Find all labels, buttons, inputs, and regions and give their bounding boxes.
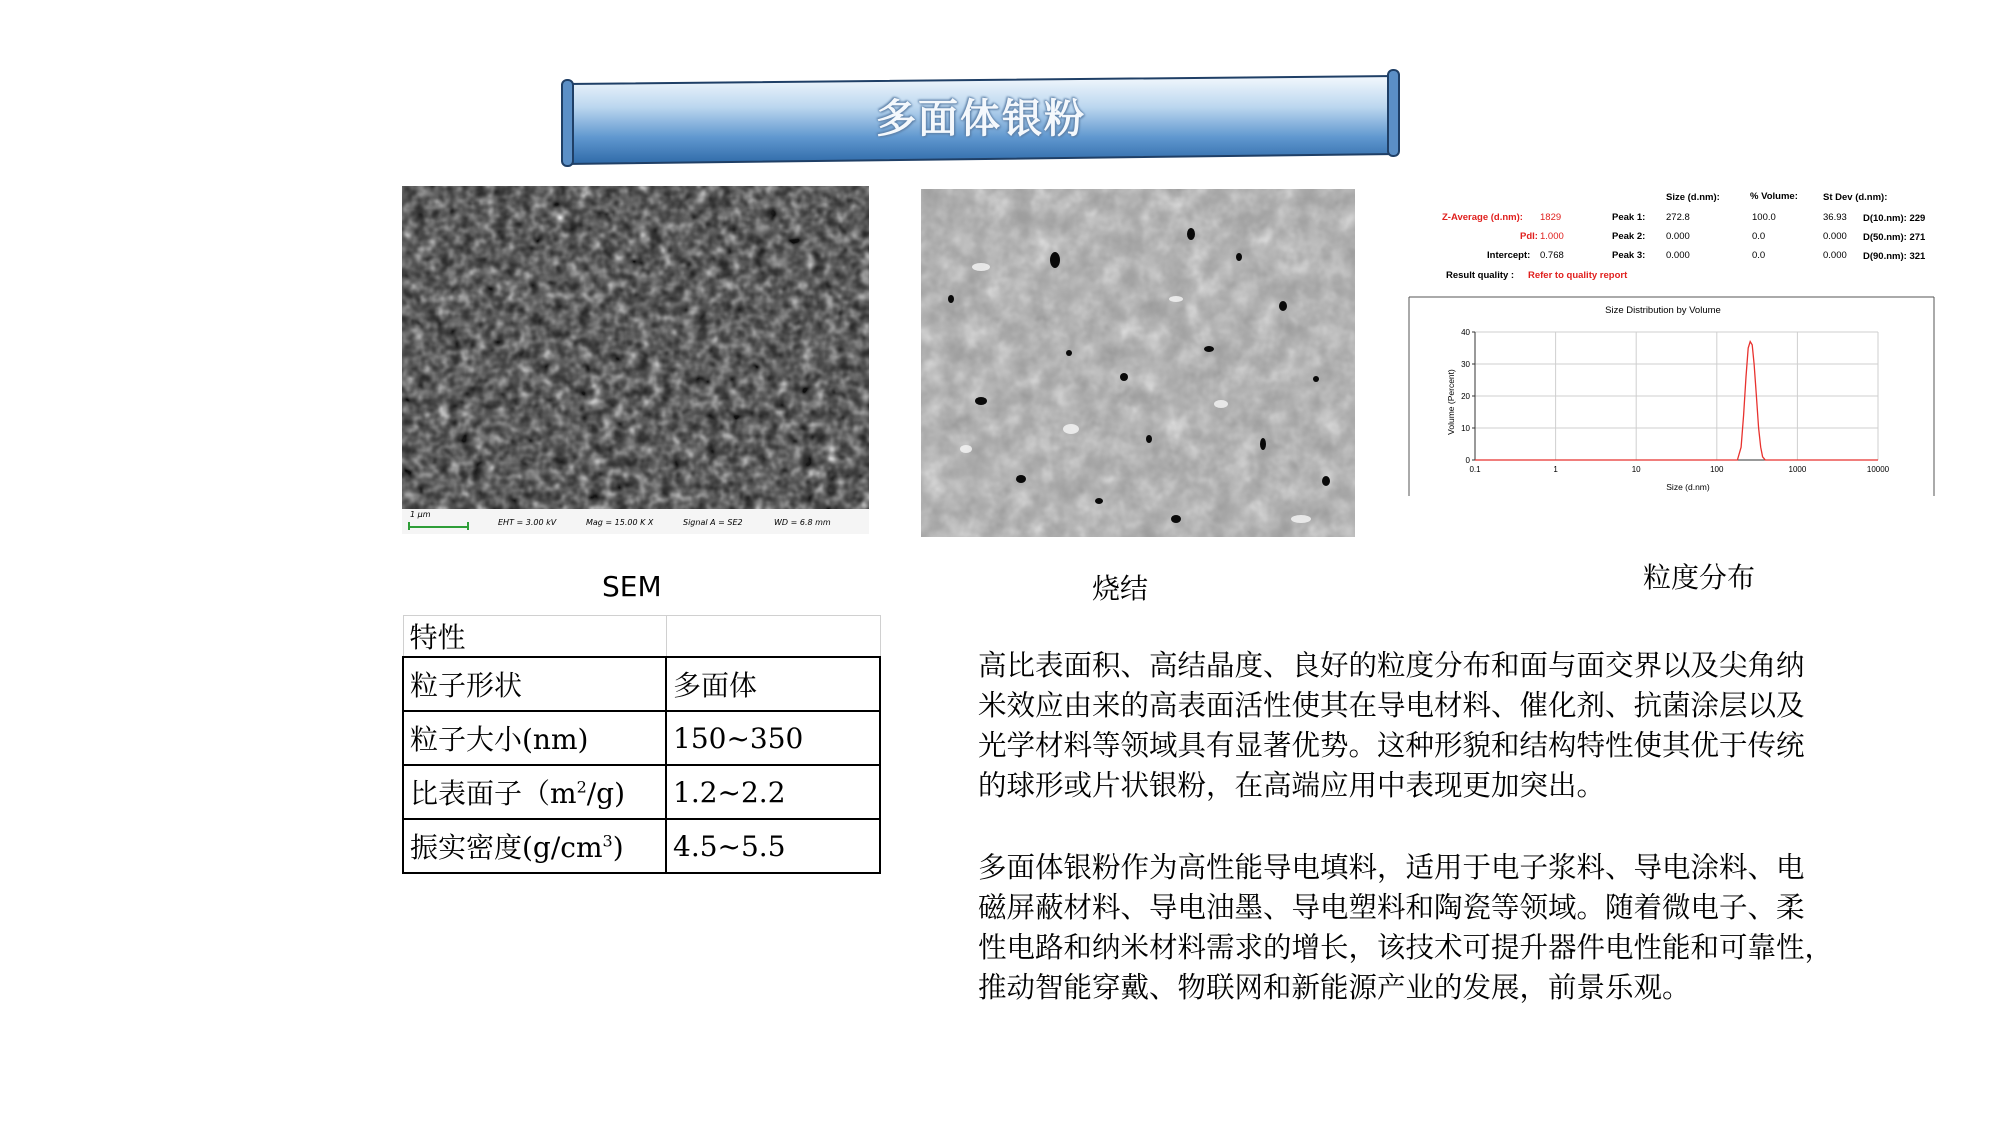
table-header-blank — [666, 616, 880, 658]
label-text: 比表面子（m — [410, 777, 577, 810]
text-line: 的球形或片状银粉，在高端应用中表现更加突出。 — [978, 769, 1606, 802]
text-line: 光学材料等领域具有显著优势。这种形貌和结构特性使其优于传统 — [978, 729, 1805, 762]
x-tick-label: 0.1 — [1469, 465, 1481, 474]
scale-label: 1 μm — [410, 510, 431, 519]
y-tick-label: 30 — [1461, 360, 1470, 369]
sem-info-bar — [402, 509, 869, 534]
peak-stdev: 0.000 — [1823, 250, 1847, 261]
scale-bar — [408, 518, 470, 530]
text-line: 磁屏蔽材料、导电油墨、导电塑料和陶瓷等领域。随着微电子、柔 — [978, 891, 1805, 924]
label-text: ) — [612, 831, 624, 864]
table-row — [403, 765, 880, 819]
properties-table — [402, 615, 881, 874]
sem-caption: SEM — [602, 570, 662, 603]
sinter-image — [921, 189, 1355, 537]
d-value: D(50.nm): 271 — [1863, 232, 1926, 243]
peak-size: 0.000 — [1666, 231, 1690, 242]
description-paragraph — [978, 646, 1978, 806]
peak-size: 0.000 — [1666, 250, 1690, 261]
z-average-value: 1829 — [1540, 212, 1562, 223]
signal-readout: Signal A = SE2 — [683, 518, 743, 527]
wd-readout: WD = 6.8 mm — [774, 518, 831, 527]
x-tick-label: 1 — [1553, 465, 1558, 474]
peak-size: 272.8 — [1666, 212, 1690, 223]
label-text: 振实密度(g/cm — [410, 831, 603, 864]
sinter-caption: 烧结 — [1092, 572, 1149, 605]
size-distribution-chart — [1408, 296, 1935, 497]
volume-col-header: % Volume: — [1750, 191, 1798, 202]
property-label — [403, 765, 666, 819]
page-title: 多面体银粉 — [876, 96, 1086, 142]
intercept-value: 0.768 — [1540, 250, 1564, 261]
chart-title: Size Distribution by Volume — [1605, 305, 1721, 316]
stdev-col-header: St Dev (d.nm): — [1823, 192, 1888, 203]
mag-readout: Mag = 15.00 K X — [586, 518, 654, 527]
intercept-label: Intercept: — [1487, 250, 1531, 261]
property-value: 150~350 — [666, 711, 880, 765]
quality-value: Refer to quality report — [1528, 270, 1628, 281]
peak-stdev: 36.93 — [1823, 212, 1847, 223]
peak-volume: 100.0 — [1752, 212, 1776, 223]
label-superscript: 3 — [602, 831, 613, 851]
y-tick-label: 20 — [1461, 392, 1470, 401]
psd-caption: 粒度分布 — [1643, 561, 1756, 594]
peak-stdev: 0.000 — [1823, 231, 1847, 242]
y-axis-title: Volume (Percent) — [1446, 369, 1456, 435]
peak-label: Peak 2: — [1612, 231, 1646, 242]
table-row — [403, 711, 880, 765]
z-average-label: Z-Average (d.nm): — [1442, 212, 1523, 223]
x-axis-title: Size (d.nm) — [1666, 482, 1710, 492]
eht-readout: EHT = 3.00 kV — [498, 518, 557, 527]
quality-label: Result quality : — [1446, 270, 1515, 281]
pdi-label: PdI: — [1520, 231, 1538, 242]
property-label — [403, 819, 666, 873]
y-tick-label: 40 — [1461, 328, 1470, 337]
psd-stats — [1430, 186, 1990, 286]
table-row — [403, 657, 880, 711]
table-row — [403, 819, 880, 873]
d-value: D(10.nm): 229 — [1863, 213, 1926, 224]
series-line — [1475, 342, 1878, 460]
pdi-value: 1.000 — [1540, 231, 1564, 242]
y-tick-label: 10 — [1461, 424, 1470, 433]
label-superscript: 2 — [576, 777, 587, 797]
label-text: /g) — [586, 777, 626, 810]
x-tick-label: 100 — [1710, 465, 1724, 474]
x-tick-label: 10 — [1631, 465, 1641, 474]
d-value: D(90.nm): 321 — [1863, 251, 1926, 262]
y-tick-label: 0 — [1465, 456, 1470, 465]
text-line: 米效应由来的高表面活性使其在导电材料、催化剂、抗菌涂层以及 — [978, 689, 1805, 722]
size-col-header: Size (d.nm): — [1666, 192, 1720, 203]
peak-label: Peak 3: — [1612, 250, 1646, 261]
peak-label: Peak 1: — [1612, 212, 1646, 223]
x-tick-label: 10000 — [1866, 465, 1890, 474]
sem-image — [402, 186, 869, 534]
property-label: 粒子大小(nm) — [403, 711, 666, 765]
property-value: 1.2~2.2 — [666, 765, 880, 819]
text-line: 性电路和纳米材料需求的增长，该技术可提升器件电性能和可靠性， — [978, 931, 1834, 964]
property-value: 4.5~5.5 — [666, 819, 880, 873]
text-line: 推动智能穿戴、物联网和新能源产业的发展，前景乐观。 — [978, 971, 1691, 1004]
property-label: 粒子形状 — [403, 657, 666, 711]
property-value: 多面体 — [666, 657, 880, 711]
peak-volume: 0.0 — [1752, 250, 1766, 261]
table-header-row — [403, 616, 880, 658]
applications-paragraph — [978, 848, 1978, 1008]
x-tick-label: 1000 — [1788, 465, 1807, 474]
table-header: 特性 — [403, 616, 666, 658]
text-line: 多面体银粉作为高性能导电填料，适用于电子浆料、导电涂料、电 — [978, 851, 1805, 884]
text-line: 高比表面积、高结晶度、良好的粒度分布和面与面交界以及尖角纳 — [978, 649, 1805, 682]
peak-volume: 0.0 — [1752, 231, 1766, 242]
